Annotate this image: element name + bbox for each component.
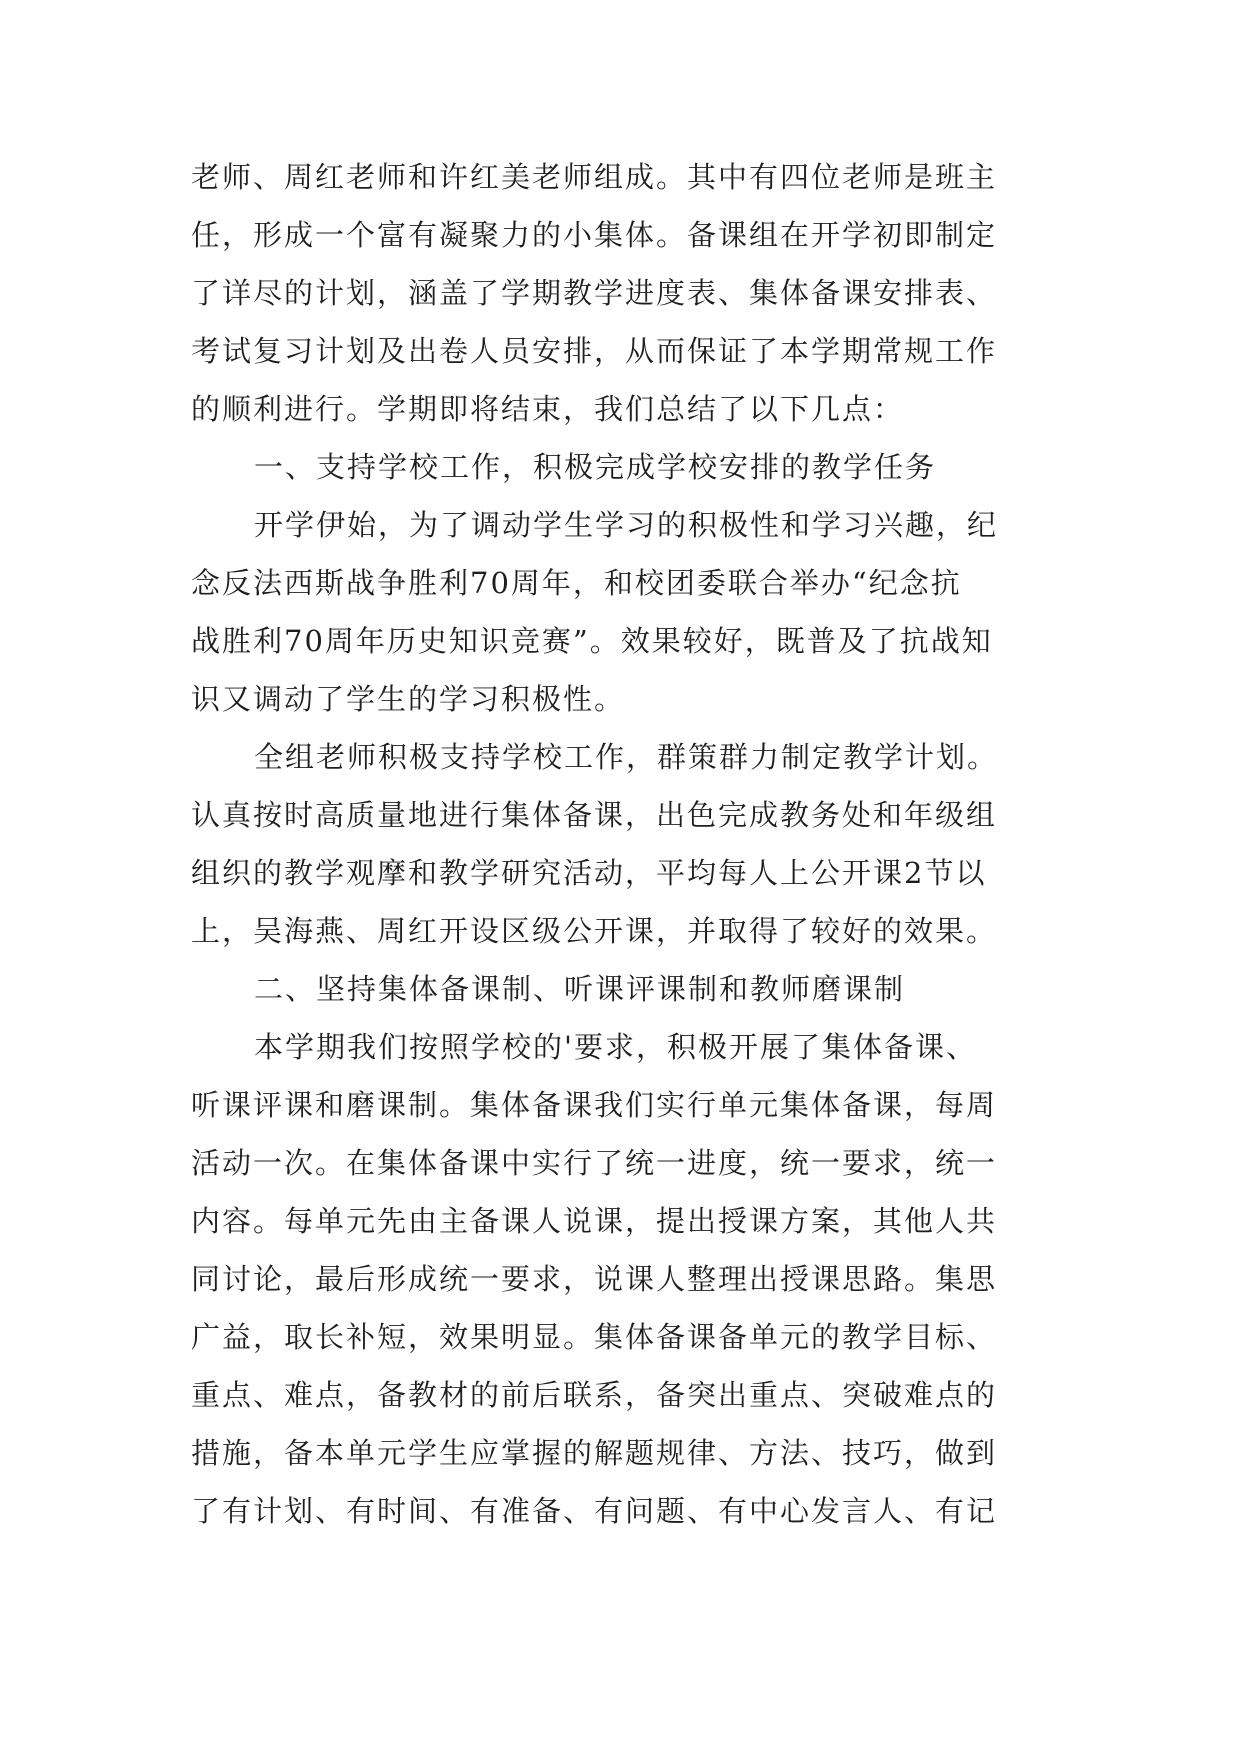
text-line: 的顺利进行。学期即将结束，我们总结了以下几点： — [191, 392, 905, 426]
text-line: 全组老师积极支持学校工作，群策群力制定教学计划。 — [254, 740, 999, 774]
text-line: 老师、周红老师和许红美老师组成。其中有四位老师是班主 — [191, 160, 998, 194]
text-line: 上，吴海燕、周红开设区级公开课，并取得了较好的效果。 — [191, 914, 998, 948]
section-heading: 一、支持学校工作，积极完成学校安排的教学任务 — [254, 450, 937, 484]
text-line: 同讨论，最后形成统一要求，说课人整理出授课思路。集思 — [191, 1262, 998, 1296]
document-body — [191, 148, 1071, 1540]
text-line: 战胜利70周年历史知识竞赛”。效果较好，既普及了抗战知 — [191, 624, 993, 658]
text-line: 念反法西斯战争胜利70周年，和校团委联合举办“纪念抗 — [191, 566, 962, 600]
text-line: 开学伊始，为了调动学生学习的积极性和学习兴趣，纪 — [254, 508, 999, 542]
text-line: 组织的教学观摩和教学研究活动，平均每人上公开课2节以 — [191, 856, 987, 890]
text-line: 任，形成一个富有凝聚力的小集体。备课组在开学初即制定 — [191, 218, 998, 252]
text-line: 活动一次。在集体备课中实行了统一进度，统一要求，统一 — [191, 1146, 998, 1180]
text-line: 广益，取长补短，效果明显。集体备课备单元的教学目标、 — [191, 1320, 998, 1354]
text-line: 重点、难点，备教材的前后联系，备突出重点、突破难点的 — [191, 1378, 998, 1412]
text-line: 内容。每单元先由主备课人说课，提出授课方案，其他人共 — [191, 1204, 998, 1238]
text-line: 了有计划、有时间、有准备、有问题、有中心发言人、有记 — [191, 1494, 998, 1528]
text-line: 措施，备本单元学生应掌握的解题规律、方法、技巧，做到 — [191, 1436, 998, 1470]
text-line: 认真按时高质量地进行集体备课，出色完成教务处和年级组 — [191, 798, 998, 832]
text-line: 听课评课和磨课制。集体备课我们实行单元集体备课，每周 — [191, 1088, 998, 1122]
text-line: 考试复习计划及出卷人员安排，从而保证了本学期常规工作 — [191, 334, 998, 368]
text-line: 了详尽的计划，涵盖了学期教学进度表、集体备课安排表、 — [191, 276, 998, 310]
text-line: 识又调动了学生的学习积极性。 — [191, 682, 626, 716]
section-heading: 二、坚持集体备课制、听课评课制和教师磨课制 — [254, 972, 906, 1006]
text-line: 本学期我们按照学校的'要求，积极开展了集体备课、 — [254, 1030, 977, 1064]
